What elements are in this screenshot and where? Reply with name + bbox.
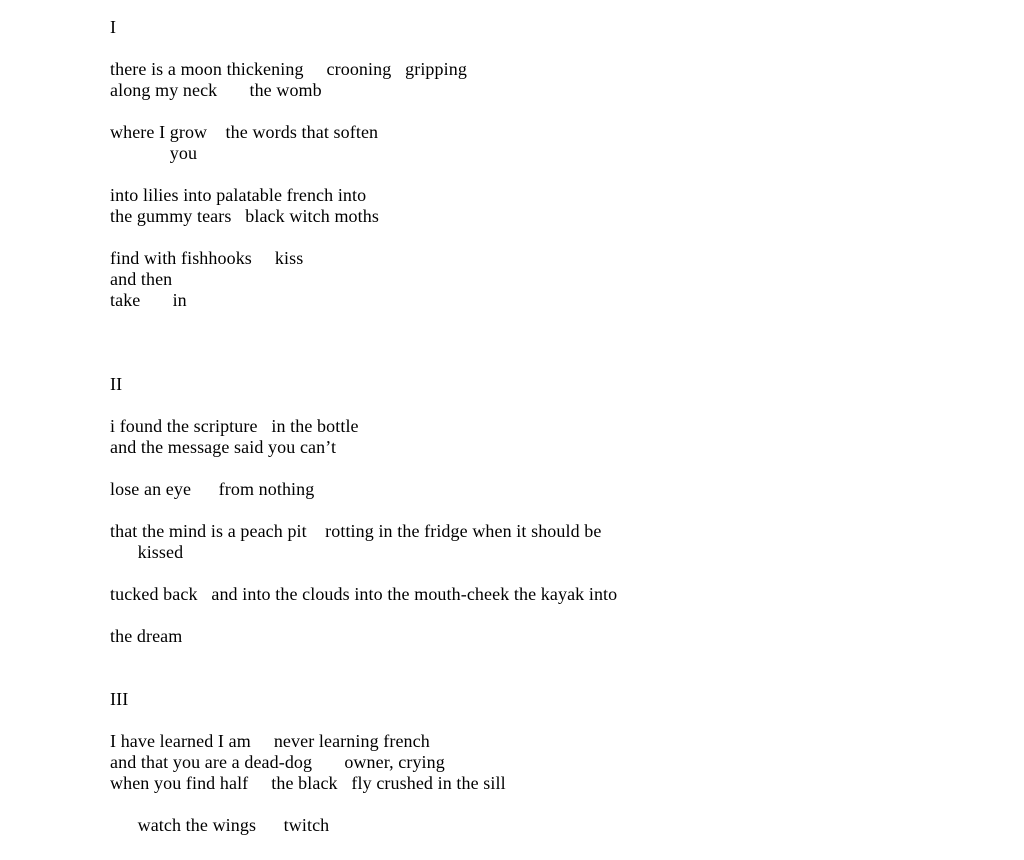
poem-line: you <box>110 143 198 163</box>
poem-line: watch the wings twitch <box>110 815 330 835</box>
section-numeral: III <box>110 689 129 709</box>
poem-line: lose an eye from nothing <box>110 479 315 499</box>
blank-line <box>110 311 617 332</box>
blank-line <box>110 38 617 59</box>
blank-line <box>110 794 617 815</box>
poem-line: the dream <box>110 626 183 646</box>
blank-line <box>110 710 617 731</box>
poem-line: that the mind is a peach pit rotting in the fridge when it should be <box>110 521 602 541</box>
poem-line: where I grow the words that soften <box>110 122 379 142</box>
blank-line <box>110 395 617 416</box>
poem-line: find with fishhooks kiss <box>110 248 304 268</box>
poem-line: and that you are a dead-dog owner, crying <box>110 752 445 772</box>
poem-line: kissed <box>110 542 184 562</box>
blank-line <box>110 668 617 689</box>
poem-line: along my neck the womb <box>110 80 322 100</box>
poem-line: when you find half the black fly crushed in the sill <box>110 773 506 793</box>
blank-line <box>110 101 617 122</box>
blank-line <box>110 500 617 521</box>
blank-line <box>110 647 617 668</box>
poem-line: and the message said you can’t <box>110 437 337 457</box>
blank-line <box>110 332 617 353</box>
poem-line: into lilies into palatable french into <box>110 185 367 205</box>
poem-line: tucked back and into the clouds into the mouth-cheek the kayak into <box>110 584 618 604</box>
poem-line: I have learned I am never learning french <box>110 731 430 751</box>
blank-line <box>110 458 617 479</box>
blank-line <box>110 605 617 626</box>
blank-line <box>110 563 617 584</box>
poem-line: and then <box>110 269 173 289</box>
poem-line: i found the scripture in the bottle <box>110 416 359 436</box>
blank-line <box>110 164 617 185</box>
blank-line <box>110 227 617 248</box>
section-numeral: II <box>110 374 123 394</box>
poem-line: take in <box>110 290 187 310</box>
poem <box>110 17 617 836</box>
poem-line: there is a moon thickening crooning gripping <box>110 59 467 79</box>
section-numeral: I <box>110 17 117 37</box>
blank-line <box>110 353 617 374</box>
poem-line: the gummy tears black witch moths <box>110 206 379 226</box>
